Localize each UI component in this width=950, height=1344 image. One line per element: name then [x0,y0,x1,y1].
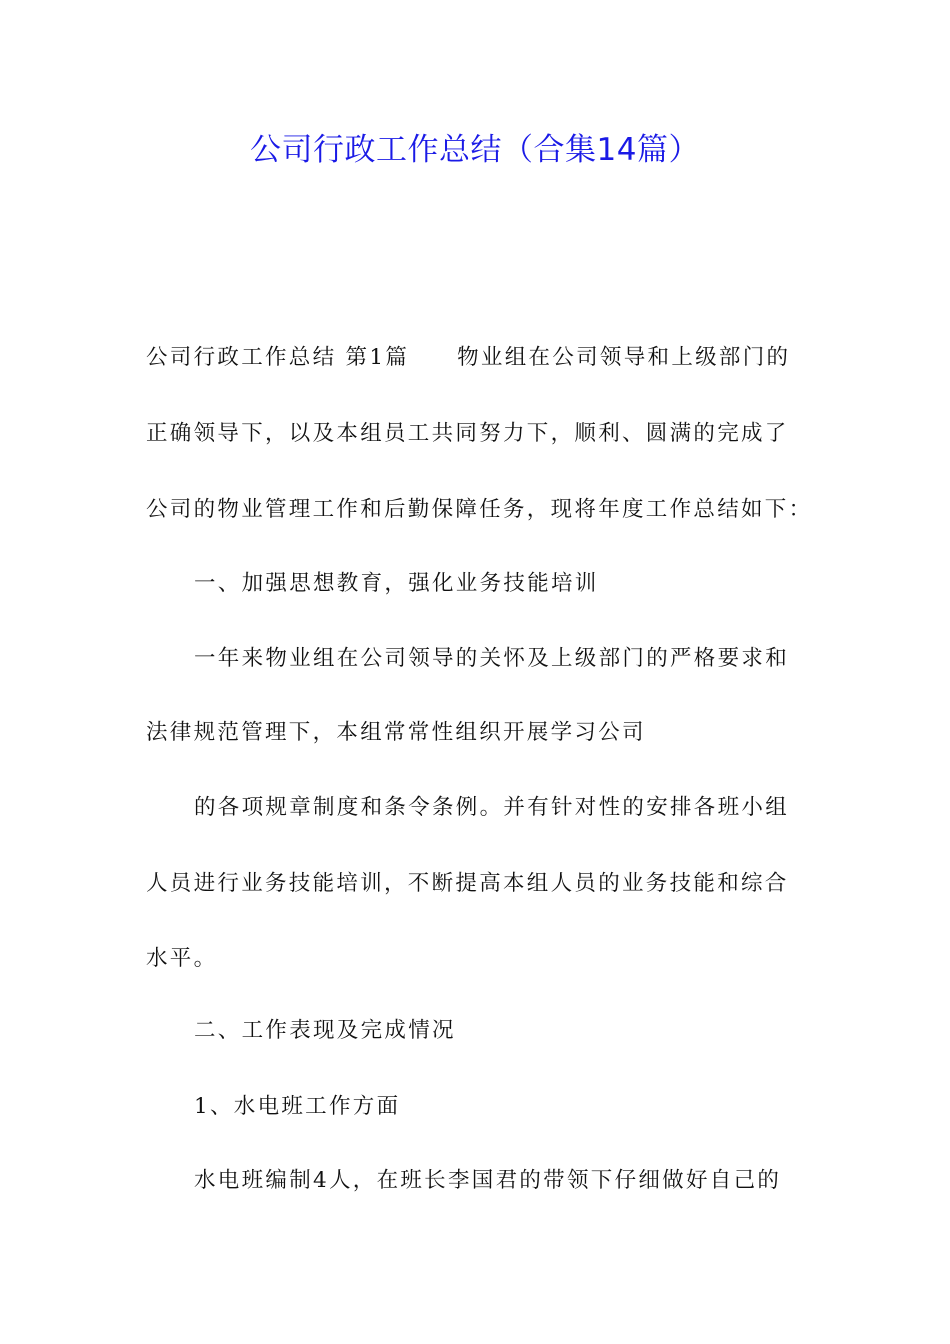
section-heading: 公司行政工作总结 第1篇 [146,345,410,370]
subsection-heading: 1、水电班工作方面 [194,1094,401,1119]
paragraph-line-3: 公司的物业管理工作和后勤保障任务，现将年度工作总结如下： [146,497,813,522]
paragraph-line-2: 正确领导下，以及本组员工共同努力下，顺利、圆满的完成了 [146,421,789,446]
paragraph-line-5: 法律规范管理下，本组常常性组织开展学习公司 [146,720,646,745]
document-title: 公司行政工作总结（合集14篇） [250,132,700,168]
paragraph-text: 物业组在公司领导和上级部门的 [457,345,791,370]
paragraph-line-7: 人员进行业务技能培训，不断提高本组人员的业务技能和综合 [146,871,789,896]
paragraph-line-6: 的各项规章制度和条令条例。并有针对性的安排各班小组 [194,795,790,820]
paragraph-line-1 [146,343,790,373]
section-heading-1: 一、加强思想教育，强化业务技能培训 [194,571,599,596]
section-heading-2: 二、工作表现及完成情况 [194,1018,456,1043]
paragraph-line-8: 水平。 [146,946,218,971]
paragraph-line-9: 水电班编制4人，在班长李国君的带领下仔细做好自己的 [194,1168,782,1193]
paragraph-line-4: 一年来物业组在公司领导的关怀及上级部门的严格要求和 [194,646,790,671]
